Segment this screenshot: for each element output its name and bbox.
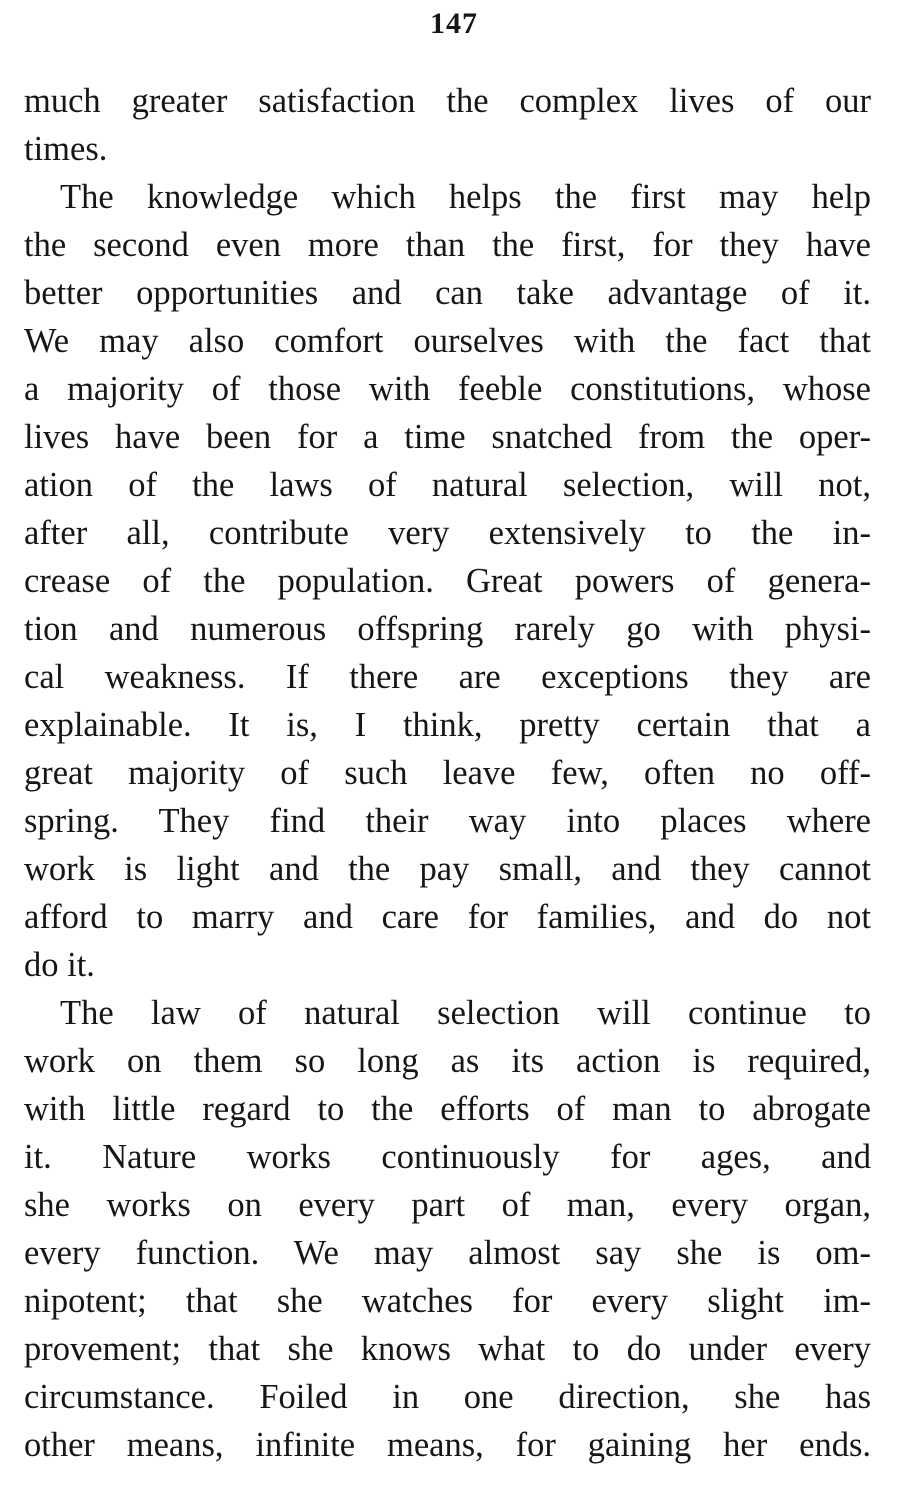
body-text — [24, 77, 871, 1469]
text-line: work is light and the pay small, and they cannot — [24, 850, 871, 888]
text-line: better opportunities and can take advantage of it. — [24, 274, 871, 312]
text-line: spring. They find their way into places where — [24, 802, 871, 840]
text-line: she works on every part of man, every organ, — [24, 1186, 871, 1224]
text-line: with little regard to the efforts of man to abrogate — [24, 1090, 871, 1128]
text-line: The law of natural selection will continue to — [60, 994, 871, 1032]
text-line: work on them so long as its action is required, — [24, 1042, 871, 1080]
text-line: circumstance. Foiled in one direction, she has — [24, 1378, 871, 1416]
text-line: times. — [24, 130, 108, 168]
text-line: do it. — [24, 946, 95, 984]
text-line: tion and numerous offspring rarely go with physi- — [24, 610, 871, 648]
text-line: much greater satisfaction the complex lives of our — [24, 82, 871, 120]
text-line: We may also comfort ourselves with the fact that — [24, 322, 871, 360]
text-line: a majority of those with feeble constitutions, whose — [24, 370, 871, 408]
text-line: it. Nature works continuously for ages, and — [24, 1138, 871, 1176]
text-line: after all, contribute very extensively to the in- — [24, 514, 871, 552]
text-line: great majority of such leave few, often no off- — [24, 754, 871, 792]
text-line: afford to marry and care for families, and do not — [24, 898, 871, 936]
text-line: the second even more than the first, for they have — [24, 226, 871, 264]
text-line: nipotent; that she watches for every slight im- — [24, 1282, 871, 1320]
text-line: The knowledge which helps the first may help — [60, 178, 871, 216]
text-line: ation of the laws of natural selection, will not, — [24, 466, 871, 504]
text-line: other means, infinite means, for gaining her ends. — [24, 1426, 871, 1464]
text-line: lives have been for a time snatched from the oper- — [24, 418, 871, 456]
text-line: cal weakness. If there are exceptions they are — [24, 658, 871, 696]
text-line: crease of the population. Great powers of genera- — [24, 562, 871, 600]
text-line: every function. We may almost say she is om- — [24, 1234, 871, 1272]
text-line: provement; that she knows what to do under every — [24, 1330, 871, 1368]
page-number: 147 — [430, 7, 478, 40]
text-line: explainable. It is, I think, pretty certain that a — [24, 706, 871, 744]
